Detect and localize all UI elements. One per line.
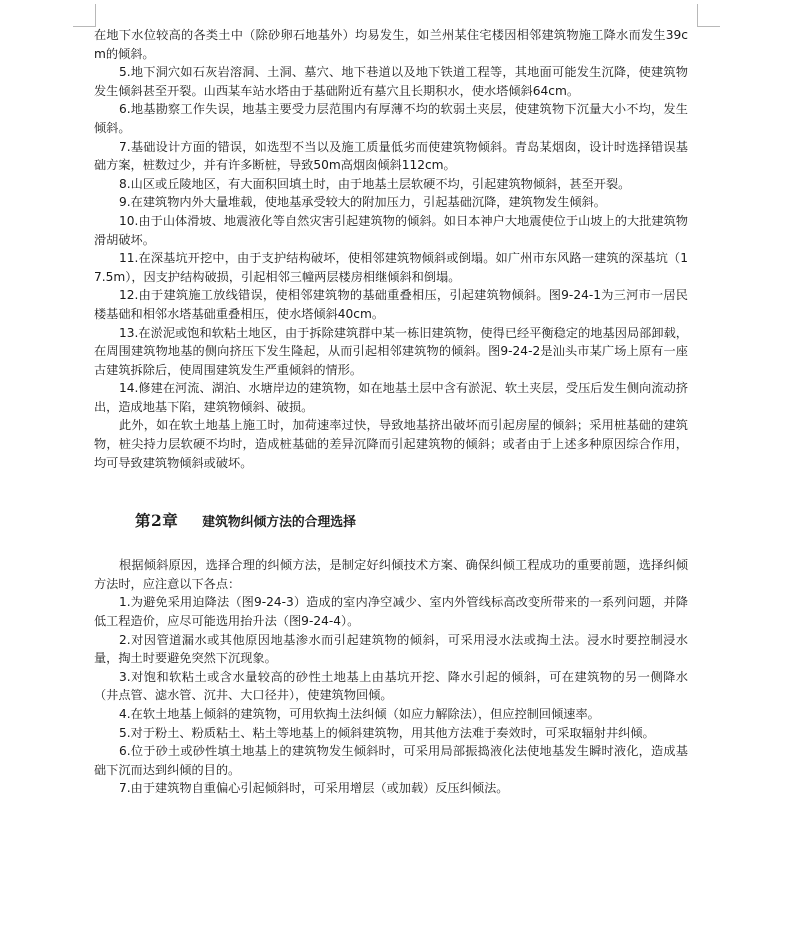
paragraph-item-10: 10.由于山体滑坡、地震液化等自然灾害引起建筑物的倾斜。如日本神户大地震使位于山坡上的大批建筑物滑胡破坏。: [94, 213, 688, 247]
paragraph-item-12: 12.由于建筑施工放线错误，使相邻建筑物的基础重叠相压，引起建筑物倾斜。图9-24-1为三河市一居民楼基础和相邻水塔基础重叠相压，使水塔倾斜40cm。: [94, 288, 688, 321]
paragraph-method-3: 3.对饱和软粘土或含水量较高的砂性土地基上由基坑开挖、降水引起的倾斜，可在建筑物的另一侧降水（井点管、滤水管、沉井、大口径井），使建筑物回倾。: [94, 669, 688, 703]
paragraph-summary: 此外，如在软土地基上施工时，加荷速率过快，导致地基挤出破坏而引起房屋的倾斜；采用桩基础的建筑物，桩尖持力层软硬不均时，造成桩基础的差异沉降而引起建筑物的倾斜；或者由于上述多种原因综合作用，均可导致建筑物倾斜或破坏。: [94, 418, 688, 470]
paragraph-item-13: 13.在淤泥或饱和软粘土地区，由于拆除建筑群中某一栋旧建筑物，使得已经平衡稳定的地基因局部卸载，在周围建筑物地基的侧向挤压下发生隆起，从而引起相邻建筑物的倾斜。图9-24-2是汕头市某广场上原有一座古建筑拆除后，使周围建筑发生严重倾斜的情形。: [94, 325, 688, 377]
document-body: [94, 26, 688, 798]
paragraph-method-5: 5.对于粉土、粉质粘土、粘土等地基上的倾斜建筑物，用其他方法难于奏效时，可采取辐射井纠倾。: [119, 725, 655, 740]
paragraph-method-4: 4.在软土地基上倾斜的建筑物，可用软掏土法纠倾（如应力解除法），但应控制回倾速率。: [119, 707, 600, 721]
paragraph-continued: 在地下水位较高的各类土中（除砂卵石地基外）均易发生，如兰州某住宅楼因相邻建筑物施工降水而发生39cm的倾斜。: [94, 28, 688, 61]
paragraph-intro: 根据倾斜原因，选择合理的纠倾方法，是制定好纠倾技术方案、确保纠倾工程成功的重要前题，选择纠倾方法时，应注意以下各点：: [94, 558, 688, 591]
paragraph-method-7: 7.由于建筑物自重偏心引起倾斜时，可采用增层（或加载）反压纠倾法。: [119, 781, 509, 796]
page-corner-mark-left: [73, 4, 96, 27]
paragraph-item-5: 5.地下洞穴如石灰岩溶洞、土洞、墓穴、地下巷道以及地下铁道工程等，其地面可能发生沉降，使建筑物发生倾斜甚至开裂。山西某车站水塔由于基础附近有墓穴且长期积水，使水塔倾斜64cm。: [94, 65, 688, 98]
page-corner-mark-right: [697, 4, 720, 27]
paragraph-item-7: 7.基础设计方面的错误，如选型不当以及施工质量低劣而使建筑物倾斜。青岛某烟囱，设计时选择错误基础方案，桩数过少，并有许多断桩，导致50m高烟囱倾斜112cm。: [94, 139, 688, 173]
chapter-number: 第2章: [135, 511, 179, 531]
paragraph-item-14: 14.修建在河流、湖泊、水塘岸边的建筑物，如在地基土层中含有淤泥、软土夹层，受压后发生侧向流动挤出，造成地基下陷，建筑物倾斜、破损。: [94, 381, 688, 414]
chapter-heading: [94, 497, 688, 543]
paragraph-item-9: 9.在建筑物内外大量堆载，使地基承受较大的附加压力，引起基础沉降，建筑物发生倾斜。: [119, 195, 606, 210]
paragraph-item-6: 6.地基勘察工作失误，地基主要受力层范围内有厚薄不均的软弱土夹层，使建筑物下沉量大小不均，发生倾斜。: [94, 102, 688, 135]
chapter-title: 建筑物纠倾方法的合理选择: [202, 514, 356, 530]
paragraph-method-1: 1.为避免采用迫降法（图9-24-3）造成的室内净空减少、室内外管线标高改变所带来的一系列问题，并降低工程造价，应尽可能选用抬升法（图9-24-4）。: [94, 595, 688, 629]
paragraph-item-8: 8.山区或丘陵地区，有大面积回填土时，由于地基土层软硬不均，引起建筑物倾斜，甚至开裂。: [119, 176, 631, 191]
paragraph-item-11: 11.在深基坑开挖中，由于支护结构破坏，使相邻建筑物倾斜或倒塌。如广州市东风路一建筑的深基坑（17.5m），因支护结构破损，引起相邻三幢两层楼房相继倾斜和倒塌。: [94, 251, 688, 284]
paragraph-method-6: 6.位于砂土或砂性填土地基上的建筑物发生倾斜时，可采用局部振捣液化法使地基发生瞬时液化，造成基础下沉而达到纠倾的目的。: [94, 744, 688, 777]
paragraph-method-2: 2.对因管道漏水或其他原因地基渗水而引起建筑物的倾斜，可采用浸水法或掏土法。浸水时要控制浸水量，掏土时要避免突然下沉现象。: [94, 632, 688, 666]
